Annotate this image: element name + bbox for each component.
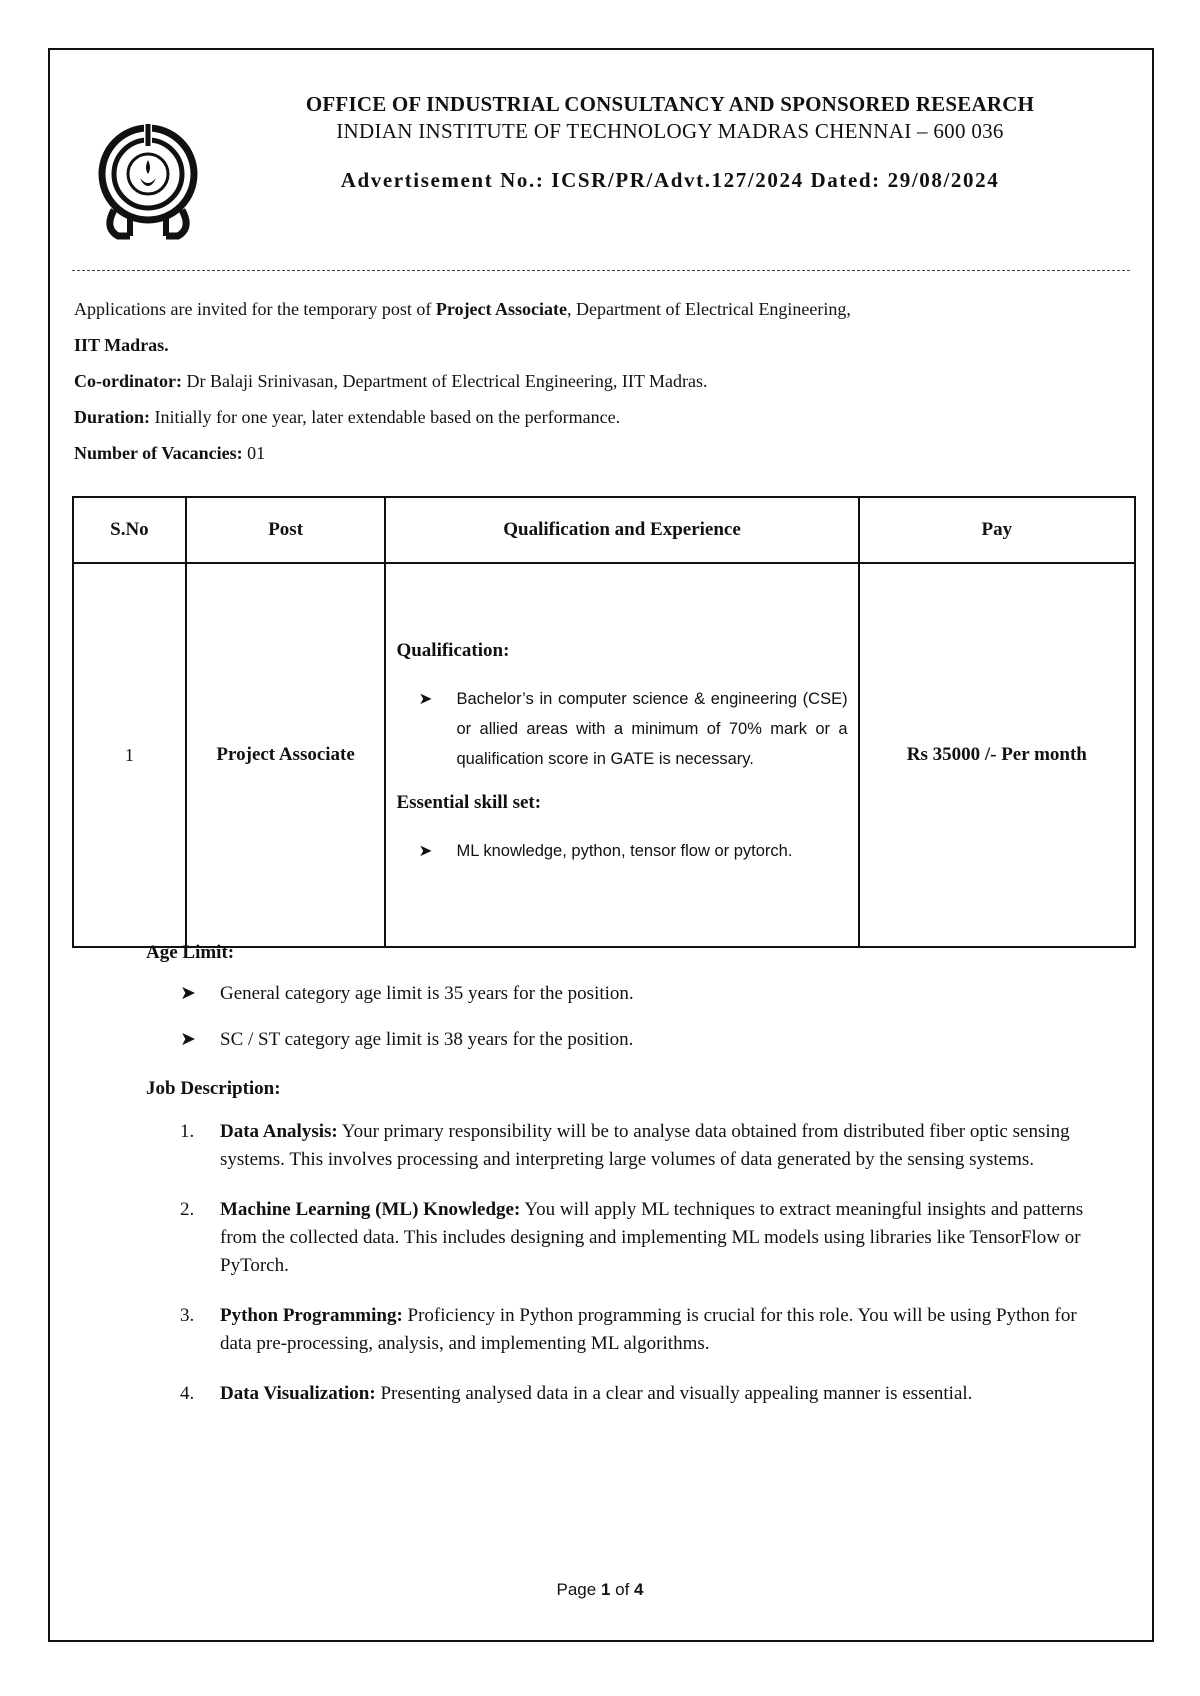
skills-item [396,836,847,866]
arrow-bullet-icon: ➤ [418,842,433,860]
header-pay: Pay [859,497,1135,563]
list-item [180,1196,1086,1280]
institute-name: IIT Madras. [74,335,169,355]
dashed-divider [72,270,1130,271]
list-item [180,1118,1086,1174]
age-limit-text: General category age limit is 35 years for the position. [220,983,634,1004]
list-item [180,1380,1086,1408]
qualification-text: Bachelor’s in computer science & engineering (CSE) or allied areas with a minimum of 70% mark or a qualification score in GATE is necessary. [456,690,848,768]
qualification-item [396,684,847,774]
skills-heading: Essential skill set: [396,792,542,813]
item-title: Data Analysis: [220,1121,338,1142]
arrow-bullet-icon: ➤ [180,983,196,1004]
item-title: Data Visualization: [220,1383,376,1404]
arrow-bullet-icon: ➤ [180,1029,196,1050]
page-number [0,1580,1200,1600]
duration-value: Initially for one year, later extendable based on the performance. [150,407,621,427]
item-body [220,1196,1086,1280]
position-table [72,496,1136,948]
list-item [180,982,1086,1006]
age-limit-heading: Age Limit: [146,942,235,963]
page-mid: of [610,1580,635,1599]
intro-institute [74,334,1134,356]
duration-line [74,406,1134,428]
item-text: Your primary responsibility will be to analyse data obtained from distributed fiber optic sensing systems. This involves processing and interpreting large volumes of data generated by the sensing systems. [220,1121,1070,1170]
header-post: Post [186,497,386,563]
item-body [220,1118,1086,1174]
vacancies-line [74,442,1134,464]
list-item [180,1028,1086,1052]
item-text: Presenting analysed data in a clear and visually appealing manner is essential. [375,1383,973,1404]
skills-text: ML knowledge, python, tensor flow or pytorch. [456,842,793,860]
cell-qualification [385,563,858,947]
vacancies-label: Number of Vacancies: [74,443,243,463]
item-number: 4. [180,1383,195,1404]
table-header-row [73,497,1135,563]
office-title: OFFICE OF INDUSTRIAL CONSULTANCY AND SPONSORED RESEARCH [305,92,1035,116]
job-description-heading: Job Description: [146,1078,281,1099]
coordinator-line [74,370,1134,392]
item-number: 3. [180,1305,195,1326]
page-prefix: Page [556,1580,601,1599]
post-name: Project Associate [435,299,568,319]
advertisement-number: Advertisement No.: ICSR/PR/Advt.127/2024 Dated: 29/08/2024 [340,168,1000,192]
item-body [220,1380,972,1408]
item-number: 2. [180,1199,195,1220]
qualification-heading: Qualification: [396,640,510,661]
details-section [146,942,1086,1430]
item-number: 1. [180,1121,195,1142]
institute-address: INDIAN INSTITUTE OF TECHNOLOGY MADRAS CHENNAI – 600 036 [336,119,1004,143]
item-text: You will apply ML techniques to extract meaningful insights and patterns from the collected data. This includes designing and implementing ML models using libraries like TensorFlow or PyTorch. [220,1199,1084,1276]
table-row [73,563,1135,947]
coordinator-label: Co-ordinator: [74,371,182,391]
iitm-logo [84,118,212,246]
header-sno: S.No [73,497,186,563]
cell-post: Project Associate [186,563,386,947]
item-title: Python Programming: [220,1305,403,1326]
intro-line [74,298,1134,320]
page-total: 4 [634,1580,644,1599]
header-qualification: Qualification and Experience [385,497,858,563]
list-item [180,1302,1086,1358]
coordinator-value: Dr Balaji Srinivasan, Department of Electrical Engineering, IIT Madras. [181,371,708,391]
cell-pay: Rs 35000 /- Per month [859,563,1135,947]
age-limit-text: SC / ST category age limit is 38 years for the position. [220,1029,634,1050]
letterhead [230,92,1110,193]
vacancies-value: 01 [242,443,266,463]
intro-text: Applications are invited for the temporary post of [74,299,436,319]
arrow-bullet-icon: ➤ [418,690,433,708]
page-current: 1 [600,1580,611,1599]
item-text: Proficiency in Python programming is crucial for this role. You will be using Python for data pre-processing, analysis, and implementing ML algorithms. [220,1305,1077,1354]
duration-label: Duration: [74,407,150,427]
intro-section [74,298,1134,478]
intro-suffix: , Department of Electrical Engineering, [567,299,851,319]
item-body [220,1302,1086,1358]
item-title: Machine Learning (ML) Knowledge: [220,1199,521,1220]
cell-sno: 1 [73,563,186,947]
